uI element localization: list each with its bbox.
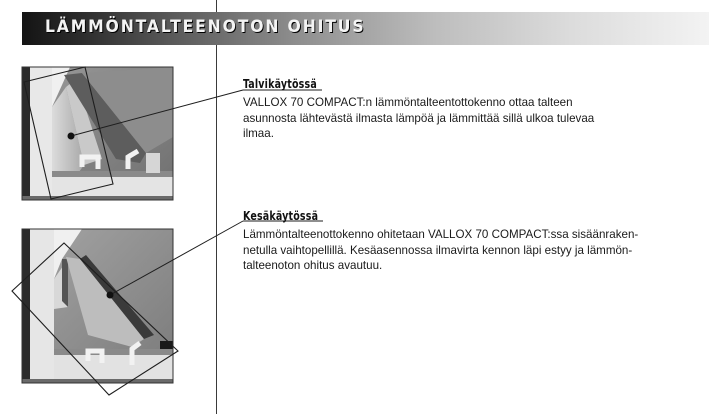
text-line: VALLOX 70 COMPACT:n lämmöntalteentottokenno ottaa talteen [243,96,573,109]
winter-mode-heading: Talvikäytössä [243,77,317,91]
winter-mode-photo [22,67,173,200]
text-line: netulla vaihtopellillä. Kesäasennossa ilmavirta kennon läpi estyy ja lämmön- [243,243,633,257]
text-line: asunnosta lähtevästä ilmasta lämpöä ja lämmittää sillä ulkoa tulevaa [243,111,595,125]
section-header-bar [22,12,709,45]
text-line: talteenoton ohitus avautuu. [243,259,383,273]
winter-mode-description [243,95,683,142]
text-line: Lämmöntalteenottokenno ohitetaan VALLOX 70 COMPACT:ssa sisäänraken- [243,228,639,241]
summer-mode-description [243,227,683,274]
summer-mode-heading: Kesäkäytössä [243,209,319,223]
summer-mode-photo [22,229,173,383]
summer-mode-section [243,205,683,274]
winter-mode-section [243,73,683,142]
page-title: LÄMMÖNTALTEENOTON OHITUS [45,17,366,37]
column-divider [216,0,217,414]
text-line: ilmaa. [243,127,274,141]
